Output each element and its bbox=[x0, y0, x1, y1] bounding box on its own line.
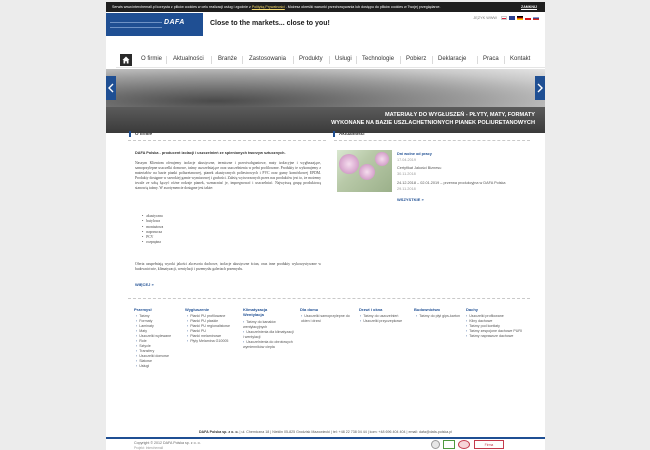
footer-link[interactable]: › Taśmy naprawcze dachowe bbox=[466, 334, 522, 339]
logo-wordmark: DAFA bbox=[164, 19, 185, 26]
list-item: • naprawcza bbox=[142, 230, 163, 235]
footer-col-title[interactable]: Dachy bbox=[466, 307, 479, 312]
home-button[interactable] bbox=[120, 54, 132, 66]
footer-col-list bbox=[466, 314, 522, 339]
about-paragraph-2: Oferta uzupełniają wyroki jakości akcesoria dachowe, izolacje akustyczne ścian, oraz inne produkty wykorzystywane w budownictwie, klimatyzacji, wentylacji i przemysłu galeriach przemysłu. bbox=[135, 262, 321, 271]
footer-link[interactable]: › Pianki PU bbox=[187, 329, 235, 334]
cert-label: Firma bbox=[484, 443, 494, 447]
news-item-2[interactable]: Certyfikat Jakości Biznesu bbox=[397, 166, 442, 170]
cookie-close-button[interactable]: ZAMKNIJ bbox=[521, 5, 537, 9]
footer-col-list bbox=[301, 314, 353, 324]
footer-link[interactable]: › Pianki PU regionalistowe bbox=[187, 324, 235, 329]
cookie-bar bbox=[106, 2, 545, 12]
footer-link[interactable]: › Kliny dachowe bbox=[466, 319, 522, 324]
logo-stripes bbox=[110, 22, 162, 28]
footer-link[interactable]: › Taśmy do płyt gips-karton bbox=[416, 314, 460, 319]
about-title: O firmie bbox=[129, 131, 152, 137]
quality-badge-icon bbox=[458, 440, 470, 449]
flag-pl-icon[interactable] bbox=[501, 16, 507, 20]
list-item: • montażowa bbox=[142, 225, 163, 230]
footer-col-list bbox=[416, 314, 460, 319]
news-item-title[interactable]: Dni wolne od pracy bbox=[397, 152, 432, 156]
footer-link[interactable]: › Taśmy do kanałów wentylacyjnych bbox=[243, 320, 295, 330]
eco-badge-icon bbox=[443, 440, 455, 449]
footer-link[interactable]: › Formaty bbox=[136, 319, 171, 324]
footer-link[interactable]: › Uszczelnienia do obrotowych wymienników ciepła bbox=[243, 340, 295, 350]
footer-link[interactable]: › Taśmy pod kontłaty bbox=[466, 324, 522, 329]
footer-link[interactable]: › Uszczelnienia dla klimatyzacji i wentylacji bbox=[243, 330, 295, 340]
list-item: • butylowa bbox=[142, 219, 163, 224]
about-lead: DAFA Polska - producent izolacji i uszczelnień ze spienionych tworzyw sztucznych. bbox=[135, 151, 286, 155]
flag-ru-icon[interactable] bbox=[533, 16, 539, 20]
footer-link[interactable]: › Role bbox=[136, 339, 171, 344]
footer-link[interactable]: › Uszczelki przyczepkowe bbox=[360, 319, 408, 324]
news-item-3-date: 29.11.2018 bbox=[397, 187, 416, 191]
privacy-link[interactable]: Polityką Prywatności bbox=[251, 5, 285, 9]
about-list bbox=[142, 214, 163, 246]
nav-produkty[interactable]: Produkty bbox=[299, 56, 323, 62]
nav-branze[interactable]: Branże bbox=[218, 56, 238, 62]
nav-separator bbox=[400, 56, 401, 64]
language-label: JĘZYK WWW bbox=[473, 16, 497, 20]
chevron-left-icon bbox=[108, 83, 114, 93]
nav-separator bbox=[166, 56, 167, 64]
cookie-text-2: . Możesz określić warunki przechowywania lub dostępu do plików cookies w Twojej przeglądarce. bbox=[285, 5, 441, 9]
about-more-link[interactable]: WIĘCEJ » bbox=[135, 282, 154, 287]
flag-cz-icon[interactable] bbox=[525, 16, 531, 20]
flower-shape bbox=[375, 152, 389, 166]
flower-shape bbox=[339, 154, 359, 174]
footer-col-list bbox=[187, 314, 235, 344]
footer-link[interactable]: › Transfery bbox=[136, 349, 171, 354]
main-nav bbox=[116, 52, 545, 68]
news-item-3[interactable]: 24.12.2018 – 02.01.2019 – przerwa produkcyjna w DAFA Polska bbox=[397, 181, 506, 185]
nav-zastosowania[interactable]: Zastosowania bbox=[249, 56, 287, 62]
slogan: Close to the markets... close to you! bbox=[210, 20, 330, 27]
nav-separator bbox=[293, 56, 294, 64]
section-divider bbox=[128, 140, 326, 141]
home-icon bbox=[122, 56, 130, 64]
footer-link[interactable]: › Pianki PU płaskie bbox=[187, 319, 235, 324]
footer-link[interactable]: › Pianki PU profilowane bbox=[187, 314, 235, 319]
header bbox=[106, 12, 545, 40]
footer-link[interactable]: › Usługi bbox=[136, 364, 171, 369]
footer-col-title[interactable]: Drzwi i okna bbox=[359, 307, 383, 312]
news-item-2-date: 30.11.2018 bbox=[397, 172, 416, 176]
footer-col-title[interactable]: Przemysł bbox=[134, 307, 152, 312]
bottom-bar bbox=[106, 437, 545, 450]
footer-link[interactable]: › Sztycle bbox=[136, 344, 171, 349]
footer-link[interactable]: › Pianki melaminowe bbox=[187, 334, 235, 339]
footer-link[interactable]: › Uszczelki profilowane bbox=[466, 314, 522, 319]
company-name: DAFA Polska sp. z o. o. bbox=[198, 430, 239, 434]
footer-col-title[interactable]: Budownictwo bbox=[414, 307, 440, 312]
banner-prev-button[interactable] bbox=[106, 76, 116, 100]
more-label: WIĘCEJ bbox=[135, 282, 151, 287]
nav-technologie[interactable]: Technologie bbox=[362, 56, 395, 62]
flower-shape bbox=[359, 164, 375, 180]
list-item: • rozprężna bbox=[142, 240, 163, 245]
footer-link[interactable]: › Uszczelki wylewane bbox=[136, 334, 171, 339]
footer-link[interactable]: › Taśmy do uszczelnień bbox=[360, 314, 408, 319]
certyfikat-firma-badge[interactable] bbox=[474, 440, 504, 449]
banner-next-button[interactable] bbox=[535, 76, 545, 100]
news-all-label: WSZYSTKIE bbox=[397, 197, 421, 202]
news-all-link[interactable]: WSZYSTKIE » bbox=[397, 197, 424, 202]
list-item: • akustyczna bbox=[142, 214, 163, 219]
banner-headline-1: MATERIAŁY DO WYGŁUSZEŃ - PŁYTY, MATY, FORMATY bbox=[385, 112, 535, 118]
chevron-right-icon bbox=[537, 83, 543, 93]
certificate-badge-icon bbox=[431, 440, 440, 449]
footer-col-title[interactable]: Klimatyzacja Wentylacja bbox=[243, 307, 268, 317]
footer-link[interactable]: › Płyty Melamina G10005 bbox=[187, 339, 235, 344]
nav-separator bbox=[477, 56, 478, 64]
news-title: Aktualności bbox=[333, 131, 365, 137]
nav-separator bbox=[356, 56, 357, 64]
section-divider bbox=[334, 140, 530, 141]
nav-deklaracje[interactable]: Deklaracje bbox=[438, 56, 467, 62]
about-paragraph: Naszym Klientom oferujemy izolacje akustyczne, termiczne i przeciwdrganiowe, maty izolacyjne i wygłuszające, samoprzylepne uszczelki domowe, taśmy uszczelniające oraz uszczelnienia w pełni profilowane. Produkty te wykonujemy z materiałów na bazie pianki poliuretanowej, pianek akustycznych poliestrowych i PVC oraz gumy komórkowej EPDM. Produkty dostępne w szerokiej gamie wymiarowej i grubości. Zależą wytworzonych przez nas produktów jest to, że możemy trwale ze sobą łączyć różne rodzaje pianek, wzmacniać je, impregnować i uszczelniać. Najwyższą grupę produktową stanowią taśmy. W asortymencie dostępne jest także: bbox=[135, 161, 321, 190]
nav-separator bbox=[242, 56, 243, 64]
hero-banner bbox=[106, 69, 545, 133]
footer-link[interactable]: › Taśmy bbox=[136, 314, 171, 319]
nav-pobierz[interactable]: Pobierz bbox=[406, 56, 427, 62]
credit: Projekt: Interchemall bbox=[134, 446, 164, 450]
nav-aktualnosci[interactable]: Aktualności bbox=[173, 56, 204, 62]
nav-separator bbox=[432, 56, 433, 64]
nav-praca[interactable]: Praca bbox=[483, 56, 499, 62]
nav-separator bbox=[504, 56, 505, 64]
footer-link[interactable]: › Siatowe bbox=[136, 359, 171, 364]
footer-col-list bbox=[360, 314, 408, 324]
nav-separator bbox=[329, 56, 330, 64]
footer-link[interactable]: › Laminaty bbox=[136, 324, 171, 329]
nav-separator bbox=[211, 56, 212, 64]
footer-col-title[interactable]: Dla domu bbox=[300, 307, 319, 312]
footer-col-title[interactable]: Wygłuszenie bbox=[185, 307, 210, 312]
flag-de-icon[interactable] bbox=[517, 16, 523, 20]
section-divider bbox=[128, 298, 530, 299]
footer-link[interactable]: › Uszczelki samoprzylepne do okien i drzwi bbox=[301, 314, 353, 324]
address-line: DAFA Polska sp. z o. o. | ul. Chemiczna 18 | Nieklin 05-825 Grodzisk Mazowiecki | tel: +48 22 738 04 44 | kom: +48 696 404 404 | email: dafa@dafa-polska.pl bbox=[198, 430, 453, 434]
page-container bbox=[106, 12, 545, 450]
news-image[interactable] bbox=[337, 150, 392, 192]
footer-col-list bbox=[243, 320, 295, 350]
copyright: Copyright © 2012 DAFA Polska sp. z o. o. bbox=[134, 441, 201, 445]
nav-kontakt[interactable]: Kontakt bbox=[510, 56, 531, 62]
news-item-date: 17.04.2019 bbox=[397, 158, 417, 162]
flag-en-icon[interactable] bbox=[509, 16, 515, 20]
footer-col-list bbox=[136, 314, 171, 369]
cookie-text: Serwis www.interchemall.pl korzysta z plików cookies w celu realizacji usług i zgodnie z bbox=[112, 5, 251, 9]
banner-headline-2: WYKONANE NA BAZIE USZLACHETNIONYCH PIANEK POLIURETANOWYCH bbox=[331, 120, 535, 126]
footer-link[interactable]: › Maty bbox=[136, 329, 171, 334]
address-text: ul. Chemiczna 18 | Nieklin 05-825 Grodzisk Mazowiecki | tel: +48 22 738 04 44 | kom: +48 696 404 404 | email: dafa@dafa-polska.pl bbox=[241, 430, 453, 434]
nav-o-firmie[interactable]: O firmie bbox=[141, 56, 162, 62]
dafa-logo[interactable] bbox=[106, 13, 203, 36]
footer-link[interactable]: › Uszczelki domowe bbox=[136, 354, 171, 359]
footer-link[interactable]: › Taśmy zespojone dachowe PURI bbox=[466, 329, 522, 334]
nav-uslugi[interactable]: Usługi bbox=[335, 56, 352, 62]
list-item: • PCV bbox=[142, 235, 163, 240]
